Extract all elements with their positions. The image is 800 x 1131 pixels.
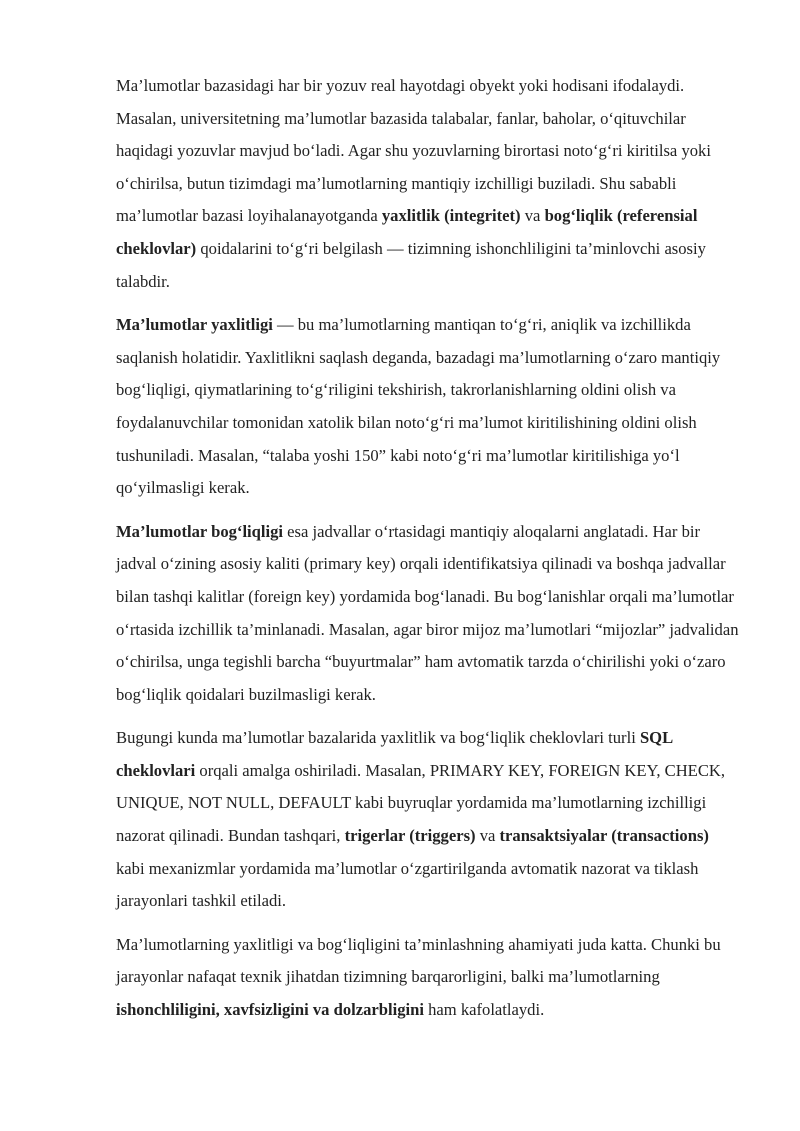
paragraph-1-bold-referential: bog‘liqlik (referensial cheklovlar) xyxy=(116,206,698,258)
paragraph-4-text-2: orqali amalga oshiriladi. Masalan, PRIMARY KEY, FOREIGN KEY, CHECK, UNIQUE, NOT NULL, DEFAULT kabi buyruqlar yordamida ma’lumotlarning izchilligi nazorat qilinadi. Bundan tashqari, xyxy=(116,760,726,846)
paragraph-1-text-2: va xyxy=(520,206,545,226)
paragraph-1 xyxy=(116,70,740,298)
paragraph-3-bold-term: Ma’lumotlar bog‘liqligi xyxy=(116,521,284,541)
paragraph-1-text-1: Ma’lumotlar bazasidagi har bir yozuv real hayotdagi obyekt yoki hodisani ifodalaydi. Masalan, universitetning ma’lumotlar bazasida talabalar, fanlar, baholar, o‘qituvchilar haqidagi yozuvlar mavjud bo‘ladi. Agar shu yozuvlarning birortasi noto‘g‘ri kiritilsa yoki o‘chirilsa, butun tizimdagi ma’lumotlarning mantiqiy izchilligi buziladi. Shu sababli ma’lumotlar bazasi loyihalanayotganda xyxy=(116,76,711,226)
paragraph-5-text-1: Ma’lumotlarning yaxlitligi va bog‘liqligini ta’minlashning ahamiyati juda katta. Chunki bu jarayonlar nafaqat texnik jihatdan tizimning barqarorligini, balki ma’lumotlarning xyxy=(116,934,721,987)
document-body xyxy=(116,70,740,1038)
paragraph-4-bold-sql: SQL cheklovlari xyxy=(116,728,673,780)
paragraph-4-bold-transactions: transaktsiyalar (transactions) xyxy=(499,826,709,846)
paragraph-2-text-1: — bu ma’lumotlarning mantiqan to‘g‘ri, aniqlik va izchillikda saqlanish holatidir. Yaxlitlikni saqlash deganda, bazadagi ma’lumotlarning o‘zaro mantiqiy bog‘liqligi, qiymatlarining to‘g‘riligini tekshirish, takrorlanishlarning oldini olish va foydalanuvchilar tomonidan xatolik bilan noto‘g‘ri ma’lumot kiritilishining oldini olish tushuniladi. Masalan, “talaba yoshi 150” kabi noto‘g‘ri ma’lumotlar kiritilishiga yo‘l qo‘yilmasligi kerak. xyxy=(116,315,721,498)
paragraph-1-text-3: qoidalarini to‘g‘ri belgilash — tizimning ishonchliligini ta’minlovchi asosiy talabdir. xyxy=(116,238,706,291)
paragraph-2-bold-term: Ma’lumotlar yaxlitligi xyxy=(116,315,273,335)
paragraph-4-text-1: Bugungi kunda ma’lumotlar bazalarida yaxlitlik va bog‘liqlik cheklovlari turli xyxy=(116,728,640,748)
paragraph-4-bold-triggers: trigerlar (triggers) xyxy=(344,826,476,846)
paragraph-4 xyxy=(116,722,740,918)
paragraph-3-text-1: esa jadvallar o‘rtasidagi mantiqiy aloqalarni anglatadi. Har bir jadval o‘zining asosiy kaliti (primary key) orqali identifikatsiya qilinadi va boshqa jadvallar bilan tashqi kalitlar (foreign key) yordamida bog‘lanadi. Bu bog‘lanishlar orqali ma’lumotlar o‘rtasida izchillik ta’minlanadi. Masalan, agar biror mijoz ma’lumotlari “mijozlar” jadvalidan o‘chirilsa, unga tegishli barcha “buyurtmalar” ham avtomatik tarzda o‘chirilishi yoki o‘zaro bog‘liqlik qoidalari buzilmasligi kerak. xyxy=(116,521,739,704)
paragraph-2 xyxy=(116,309,740,505)
paragraph-5-text-2: ham kafolatlaydi. xyxy=(423,1000,545,1020)
paragraph-4-text-3: va xyxy=(475,826,500,846)
paragraph-5 xyxy=(116,929,740,1027)
paragraph-3 xyxy=(116,516,740,712)
paragraph-4-text-4: kabi mexanizmlar yordamida ma’lumotlar o‘zgartirilganda avtomatik nazorat va tiklash jarayonlari tashkil etiladi. xyxy=(116,858,699,911)
paragraph-5-bold-qualities: ishonchliligini, xavfsizligini va dolzarbligini xyxy=(116,1000,424,1020)
paragraph-1-bold-integrity: yaxlitlik (integritet) xyxy=(381,206,521,226)
